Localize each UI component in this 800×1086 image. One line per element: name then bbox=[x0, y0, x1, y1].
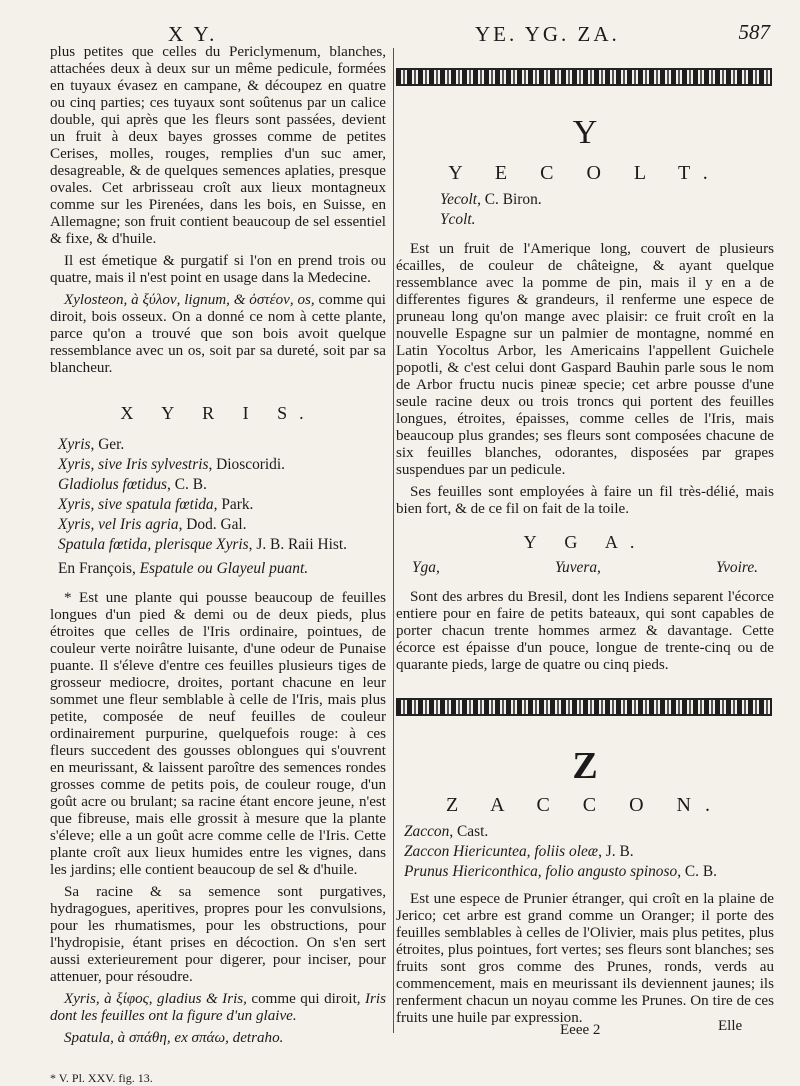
paragraph: Est un fruit de l'Amerique long, couvert de plusieurs écailles, de couleur de châteigne, & ayant quelque ressemblance avec la pomme de pin, mais il y en a de differentes figures & grandeurs, il renferme une espece de pruneau long qu'on mange avec plaisir: ce fruit croît en la nouvelle Espagne sur un palmier de montagne, nommé en Latin Yocoltus Arbor, les Americains l'appellent Guichele popotli, & c'est celui dont Gaspard Bauhin parle sous le nom de Arbor fructu nucis pineæ specie; cet arbre pousse d'une seule racine deux ou trois troncs qui portent des feuilles longues, étroites, épaisses, comme celles de l'Iris, mais beaucoup plus grandes; ses fleurs sont composées chacune de six feuilles blanches, odorantes, disposées par grapes suspendues par un pedicule. bbox=[396, 241, 774, 478]
signature-mark: Eeee 2 bbox=[560, 1022, 601, 1038]
synonym-line: Yecolt, C. Biron. bbox=[440, 191, 542, 208]
ornamental-band bbox=[396, 698, 772, 716]
entry-title-yecolt: Y E C O L T. bbox=[448, 162, 722, 184]
yga-synonyms: Yga, Yuvera, Yvoire. bbox=[412, 559, 758, 576]
synonym-line: Xyris, sive Iris sylvestris, Dioscoridi. bbox=[58, 456, 285, 473]
page-number: 587 bbox=[738, 20, 770, 44]
synonym-line: Xyris, Ger. bbox=[58, 436, 125, 453]
entry-title-yga: Y G A. bbox=[523, 532, 647, 552]
section-letter-z: Z bbox=[572, 745, 598, 787]
footnote: * V. Pl. XXV. fig. 13. bbox=[50, 1071, 153, 1085]
entry-title-zaccon: Z A C C O N. bbox=[445, 794, 725, 816]
entry-title-xyris: X Y R I S. bbox=[120, 403, 316, 423]
running-head-right: YE. YG. ZA. bbox=[475, 22, 620, 46]
synonym-line: Zaccon, Cast. bbox=[404, 823, 489, 840]
synonym-line: Zaccon Hiericuntea, foliis oleæ, J. B. bbox=[404, 843, 634, 860]
etymology-text: comme qui diroit, bois osseux. On a donné ce nom à cette plante, parce qu'on a trouvé que son bois avoit quelque ressemblance avec un os, soit par sa dureté, soit par sa blancheur. bbox=[50, 292, 386, 376]
synonym-line: Gladiolus fœtidus, C. B. bbox=[58, 476, 207, 493]
section-letter-y: Y bbox=[572, 114, 598, 151]
column-rule bbox=[393, 48, 394, 1033]
paragraph: Sa racine & sa semence sont purgatives, hydragogues, aperitives, propres pour les convulsions, pour les rhumatismes, pour les obstructions, pour l'hydropisie, étant prises en décoction. On s'en sert aussi exterieurement pour digerer, pour inciser, pour attenuer, pour résoudre. bbox=[50, 884, 386, 985]
ornamental-band bbox=[396, 68, 772, 86]
paragraph: Sont des arbres du Bresil, dont les Indiens separent l'écorce entiere pour en faire de petits bateaux, qui sont capables de porter chacun trente hommes armez & davantage. Cette écorce est épaisse d'un pouce, longue de trente-cinq ou de quarante pieds, large de quatre ou cinq pieds. bbox=[396, 589, 774, 673]
etymology-paragraph bbox=[50, 292, 386, 377]
synonym-line: Ycolt. bbox=[440, 211, 476, 228]
paragraph: plus petites que celles du Periclymenum, blanches, attachées deux à deux sur un même pedicule, formées en tuyaux évasez en campane, & découpez en quatre ou cinq parties; ces tuyaux sont soûtenus par un calice double, qui après que les fleurs sont passées, devient un fruit à deux bayes grosses comme de petites Cerises, molles, rouges, remplies d'un suc amer, desagreable, & de quelques semences aplaties, presque ovales. Cet arbrisseau croît aux lieux montagneux comme sur les Pirenées, dans les bois, en Suisse, en Allemagne; son fruit contient beaucoup de sel essentiel & fixe, & d'huile. bbox=[50, 44, 386, 247]
french-names: En François, Espatule ou Glayeul puant. bbox=[58, 560, 309, 577]
paragraph: Il est émetique & purgatif si l'on en prend trois ou quatre, mais il n'est point en usage dans la Medecine. bbox=[50, 253, 386, 286]
synonym-line: Prunus Hiericonthica, folio angusto spinoso, C. B. bbox=[404, 863, 717, 880]
etymology-head: Xylosteon, à ξύλον, lignum, & ὀστέον, os, bbox=[64, 292, 315, 308]
left-column bbox=[50, 44, 386, 1085]
running-head-left: X Y. bbox=[168, 22, 218, 46]
paragraph: * Est une plante qui pousse beaucoup de feuilles longues d'un pied & demi ou de deux pieds, plus étroites que celles de l'Iris ordinaire, pointues, de couleur verte noirâtre luisante, d'une odeur de Punaise puante. Il s'éleve d'entre ces feuilles plusieurs tiges de grosseur mediocre, droites, portant chacune en leur sommet une fleur semblable à celle de l'Iris, mais plus petite, composée de neuf feuilles de couleur ordinairement purpurine, quelquefois rouge: à ces fleurs succedent des gousses oblongues qui s'ouvrent en meurissant, & laissent paroître des semences rondes grosses comme de petits pois, de couleur rouge, d'un goût acre ou brulant; sa racine étant encore jeune, n'est que fibreuse, mais elle grossit à mesure que la plante s'éleve; elle a un goût acre comme celle de l'Iris. Cette plante croît aux lieux humides entre les vignes, dans les jardins; elle contient beaucoup de sel & d'huile. bbox=[50, 590, 386, 878]
synonym-line: Xyris, vel Iris agria, Dod. Gal. bbox=[58, 516, 247, 533]
paragraph: Est une espece de Prunier étranger, qui croît en la plaine de Jerico; cet arbre est grand comme un Oranger; il porte des feuilles semblables à celles de l'Olivier, mais plus petites, plus étroites, plus pointues, fort vertes; ses fleurs sont blanches; ses fruits sont gros comme des Prunes, ronds, verds au commencement, mais en meurissant ils deviennent jaunes; ils renferment chacun un noyau comme les Prunes. On tire de ces fruits une huile par expression. bbox=[396, 891, 774, 1026]
catchword: Elle bbox=[718, 1018, 743, 1034]
etymology-paragraph: Xyris, à ξίφος, gladius & Iris, comme qui diroit, Iris dont les feuilles ont la figure d'un glaive. bbox=[50, 991, 386, 1024]
synonym-line: Xyris, sive spatula fœtida, Park. bbox=[58, 496, 254, 513]
synonym-line: Spatula fœtida, plerisque Xyris, J. B. Raii Hist. bbox=[58, 536, 348, 553]
etymology-paragraph: Spatula, à σπάθη, ex σπάω, detraho. bbox=[64, 1030, 284, 1046]
right-column bbox=[396, 44, 774, 1032]
paragraph: Ses feuilles sont employées à faire un fil très-délié, mais bien fort, & de ce fil on fait de la toile. bbox=[396, 484, 774, 517]
